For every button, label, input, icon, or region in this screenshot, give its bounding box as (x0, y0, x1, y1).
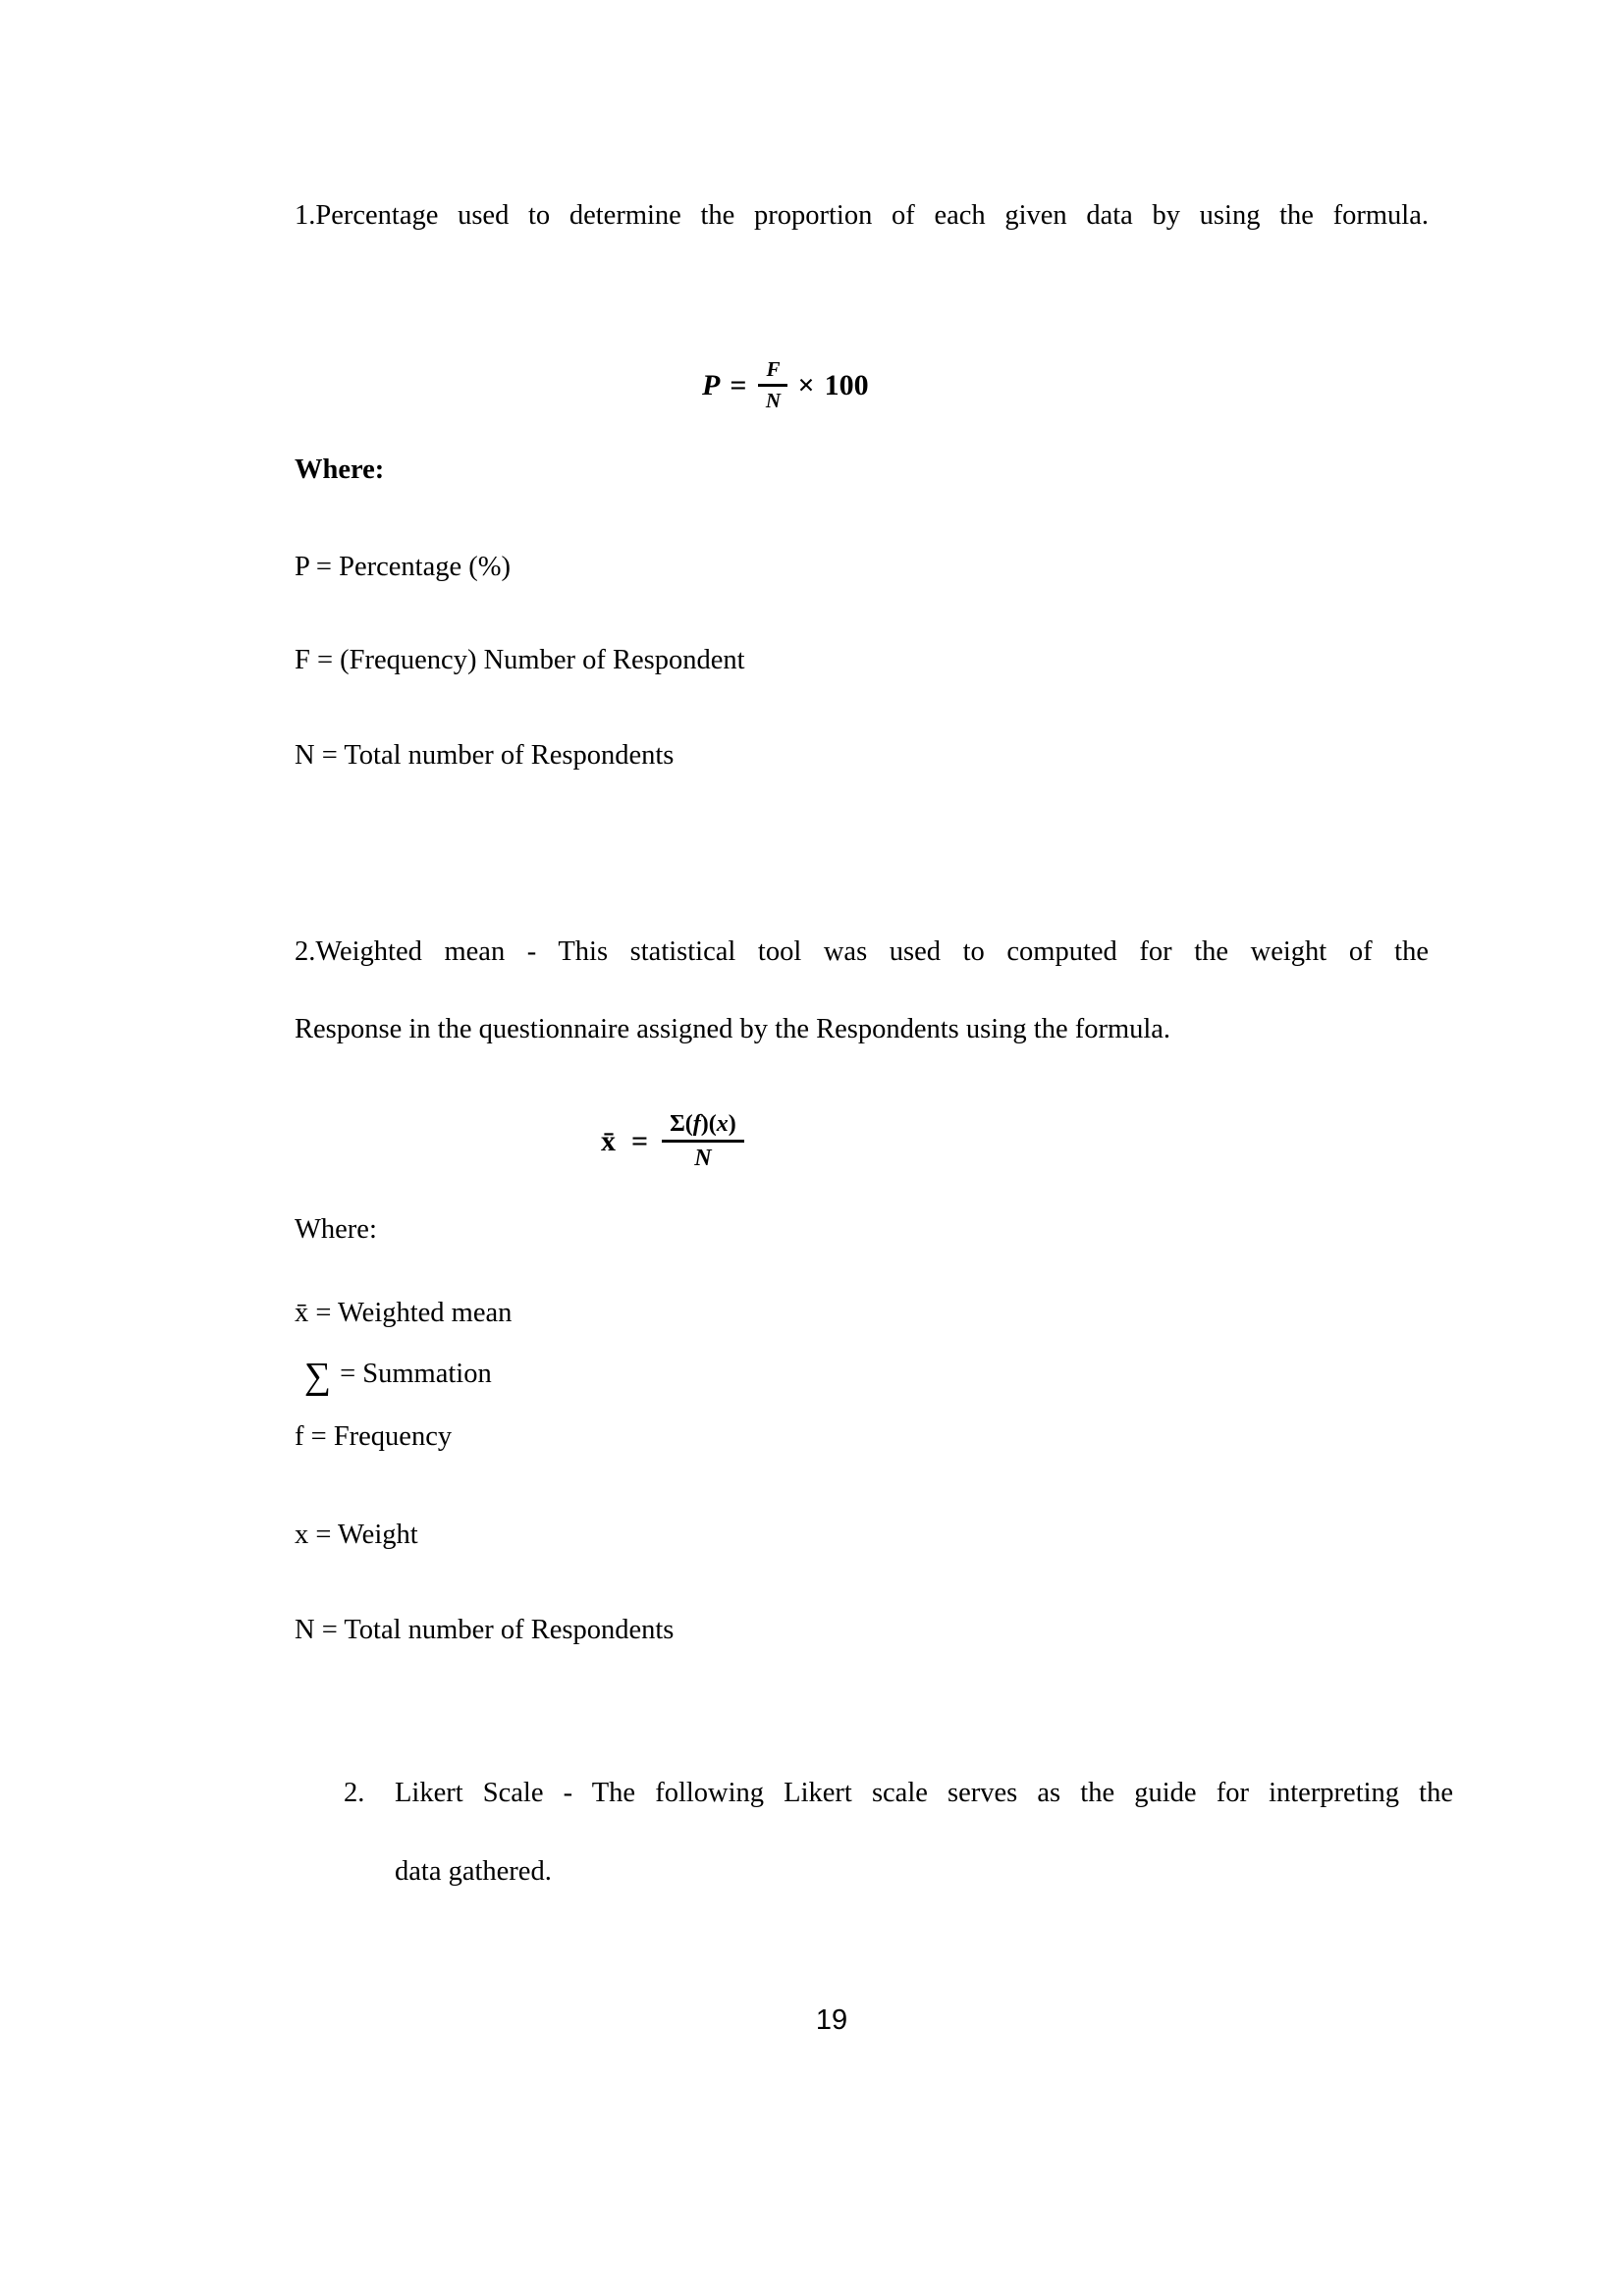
fraction-denominator: N (765, 389, 782, 412)
fraction-denominator: N (694, 1146, 712, 1171)
likert-item-line2: data gathered. (395, 1856, 552, 1887)
definition-f: F = (Frequency) Number of Respondent (295, 645, 745, 675)
paragraph-weighted-mean-line1: 2.Weighted mean - This statistical tool was used to computed for the weight of the (295, 936, 1429, 967)
formula-lhs-xbar: x̄ (601, 1124, 616, 1157)
definition-weight: x = Weight (295, 1520, 418, 1550)
sigma-open: Σ( (670, 1111, 693, 1137)
var-f: f (692, 1111, 701, 1137)
weighted-mean-formula (601, 1112, 744, 1170)
parens-mid: )( (700, 1111, 717, 1137)
definition-n: N = Total number of Respondents (295, 740, 675, 771)
page-number: 19 (815, 2004, 848, 2036)
percentage-formula (702, 359, 869, 411)
paragraph-percentage-intro: 1.Percentage used to determine the proportion of each given data by using the formula. (295, 200, 1429, 231)
likert-item-number: 2. (344, 1778, 365, 1808)
definition-sigma-text: = Summation (340, 1359, 492, 1389)
var-x: x (716, 1111, 729, 1137)
paragraph-weighted-mean-line2: Response in the questionnaire assigned by the Respondents using the formula. (295, 1014, 1171, 1044)
likert-item-line1: Likert Scale - The following Likert scale serves as the guide for interpreting the (395, 1778, 1453, 1808)
equals-sign: = (631, 1124, 649, 1157)
where-label-percentage: Where: (295, 454, 385, 485)
definition-frequency: f = Frequency (295, 1421, 453, 1452)
equals-sign: = (730, 368, 747, 401)
fraction-f-over-n (758, 359, 787, 411)
definition-total-respondents: N = Total number of Respondents (295, 1615, 675, 1645)
paren-close: ) (728, 1111, 736, 1137)
definition-p: P = Percentage (%) (295, 552, 511, 582)
formula-lhs-p: P (702, 368, 721, 401)
summation-symbol: ∑ (304, 1356, 332, 1397)
where-label-weighted-mean: Where: (295, 1214, 377, 1245)
definition-xbar: x̄ = Weighted mean (295, 1298, 513, 1328)
fraction-numerator (662, 1112, 744, 1143)
fraction-numerator: F (758, 359, 787, 387)
formula-factor-100: 100 (824, 368, 869, 401)
multiplication-sign: × (797, 368, 815, 401)
definition-sigma (304, 1358, 492, 1395)
fraction-sigma-fx-over-n (662, 1112, 744, 1170)
